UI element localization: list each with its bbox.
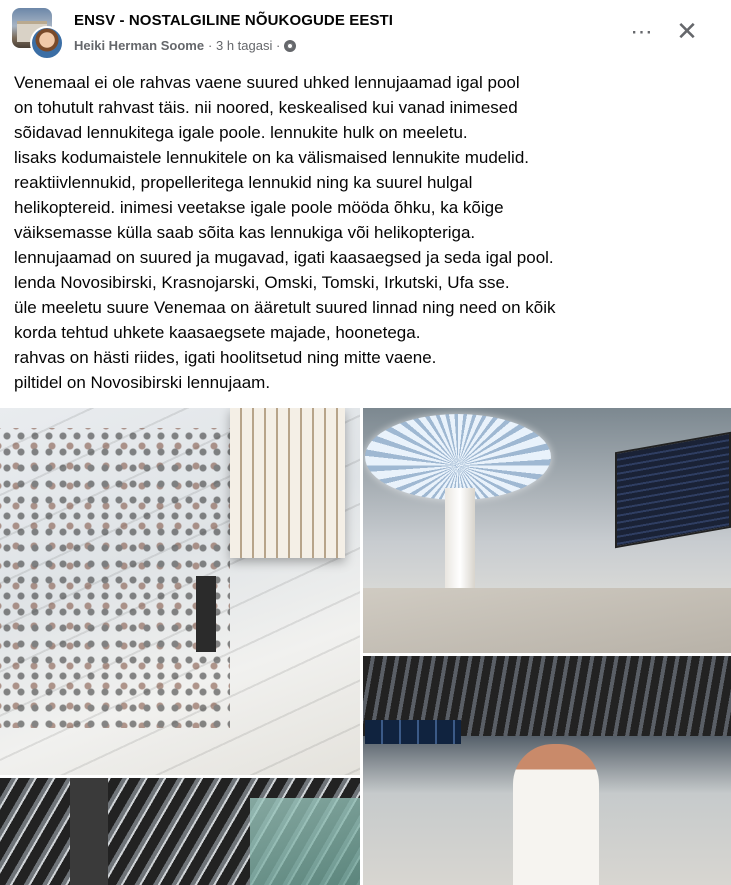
photo-airport-ceiling[interactable] bbox=[0, 778, 360, 885]
post-timestamp[interactable]: · 3 h tagasi · bbox=[208, 38, 281, 53]
author-avatar[interactable] bbox=[30, 26, 64, 60]
group-avatar[interactable] bbox=[12, 8, 64, 60]
post-header bbox=[0, 0, 731, 62]
globe-icon[interactable] bbox=[284, 40, 296, 52]
departure-board bbox=[615, 432, 731, 548]
close-button[interactable]: ✕ bbox=[676, 15, 698, 46]
photo-airport-corridor[interactable] bbox=[363, 656, 731, 885]
canopy-trunk bbox=[445, 488, 475, 588]
photo-airport-hall-topdown[interactable] bbox=[0, 408, 360, 775]
ceiling-column bbox=[70, 778, 108, 885]
author-name-link[interactable]: Heiki Herman Soome bbox=[74, 38, 205, 53]
post-body-text: Venemaal ei ole rahvas vaene suured uhked lennujaamad igal pool on tohutult rahvast täis. nii noored, keskealised kui vanad inimesed sõidavad lennukitega igale poole. lennukite hulk on meeletu. lisaks kodumaistele lennukitele on ka välismaised lennukite mudelid. reaktiivlennukid, propelleritega lennukid ning ka suurel hulgal helikoptereid. inimesi veetakse igale poole mööda õhku, ka kõige väiksemasse külla saab sõita kas lennukiga või helikopteriga. lennujaamad on suured ja mugavad, igati kaasaegsed ja seda igal pool. lenda Novosibirski, Krasnojarski, Omski, Tomski, Irkutski, Ufa sse. üle meeletu suure Venemaa on ääretult suured linnad ning need on kõik korda tehtud uhkete kaasaegsete majade, hoonetega. rahvas on hästi riides, igati hoolitsetud ning mitte vaene. piltidel on Novosibirski lennujaam. bbox=[14, 73, 556, 392]
more-options-button[interactable]: ⋯ bbox=[630, 19, 654, 44]
group-name-link[interactable]: ENSV - NOSTALGILINE NÕUKOGUDE EESTI bbox=[74, 12, 394, 29]
photo-airport-tree-canopy[interactable] bbox=[363, 408, 731, 653]
post-meta bbox=[74, 38, 296, 53]
terminal-floor bbox=[363, 588, 731, 653]
flight-screens bbox=[365, 720, 461, 744]
kiosk bbox=[196, 576, 216, 652]
traveler bbox=[513, 744, 599, 885]
glass-wall bbox=[250, 798, 360, 885]
striped-pillar bbox=[230, 408, 345, 558]
